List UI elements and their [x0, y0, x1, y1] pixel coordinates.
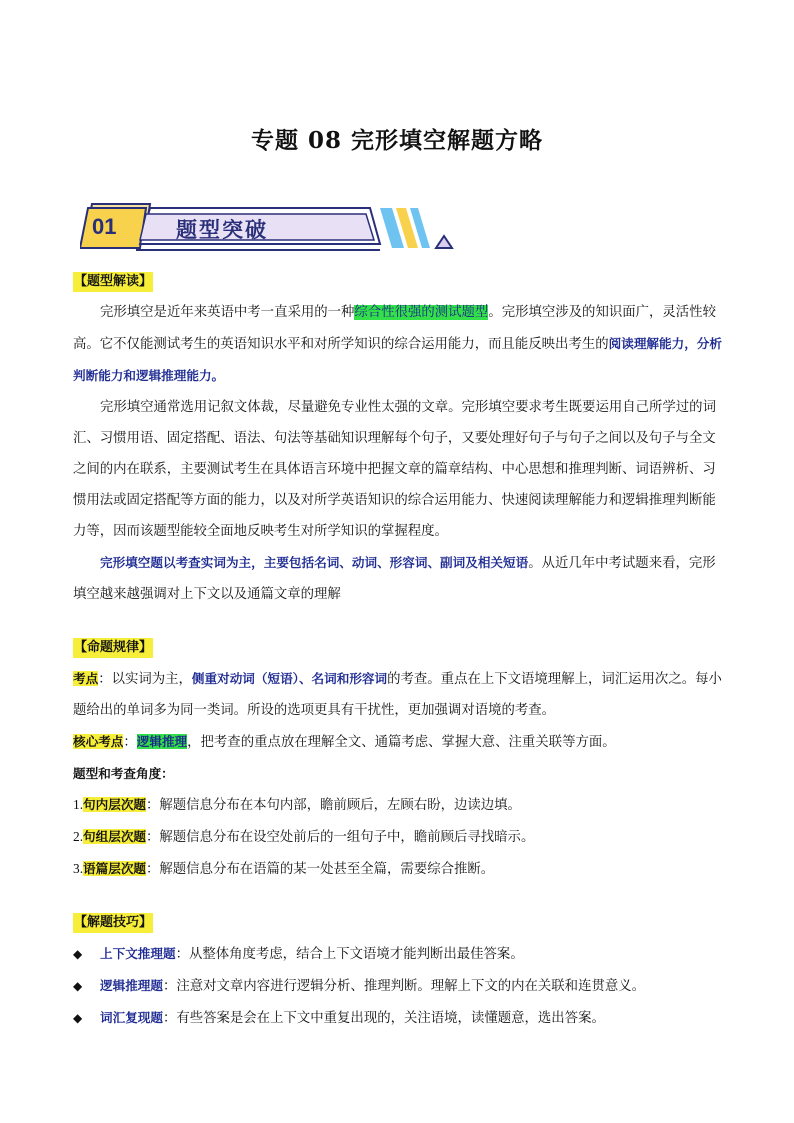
highlight: 逻辑推理	[136, 734, 188, 749]
paragraph: 完形填空是近年来英语中考一直采用的一种综合性很强的测试题型。完形填空涉及的知识面广，灵活性较高。它不仅能测试考生的英语知识水平和对所学知识的综合运用能力，而且能反映出考生的阅读理解能力，分析判断能力和逻辑推理能力。	[73, 305, 722, 383]
document-body	[73, 266, 725, 1034]
paragraph: 完形填空题以考查实词为主，主要包括名词、动词、形容词、副词及相关短语。从近几年中考试题来看，完形填空越来越强调对上下文以及通篇文章的理解	[73, 555, 716, 602]
label-core: 核心考点	[73, 734, 124, 749]
list-item: 2.句组层次题：解题信息分布在设空处前后的一组句子中，瞻前顾后寻找暗示。	[73, 829, 535, 845]
list-item: 3.语篇层次题：解题信息分布在语篇的某一处甚至全篇，需要综合推断。	[73, 861, 495, 877]
section-heading-rules	[73, 632, 725, 663]
banner-label: 题型突破	[176, 218, 268, 242]
item-label: 上下文推理题	[100, 946, 176, 961]
emphasis: 侧重对动词（短语）、名词和形容词	[191, 671, 388, 686]
list-item: ◆ 逻辑推理题：注意对文章内容进行逻辑分析、推理判断。理解上下文的内在关联和连贯意义。	[73, 970, 725, 1002]
section-heading-interpretation	[73, 266, 725, 297]
item-label: 句组层次题	[83, 829, 147, 844]
section-heading-techniques	[73, 907, 725, 938]
label-kaodian: 考点	[73, 671, 99, 686]
item-label: 词汇复现题	[100, 1010, 163, 1025]
list-item: ◆ 上下文推理题：从整体角度考虑，结合上下文语境才能判断出最佳答案。	[73, 938, 725, 970]
tag-label: 【题型解读】	[73, 272, 153, 292]
item-label: 语篇层次题	[83, 861, 147, 876]
emphasis: 阅读理解能力，分析判断能力和逻辑推理能力。	[73, 336, 722, 383]
emphasis: 完形填空题以考查实词为主，主要包括名词、动词、形容词、副词及相关短语	[100, 555, 529, 570]
diamond-bullet-icon: ◆	[73, 979, 83, 993]
paragraph: 考点：以实词为主，侧重对动词（短语）、名词和形容词的考查。重点在上下文语境理解上，词汇运用次之。每小题给出的单词多为同一类词。所设的选项更具有干扰性，更加强调对语境的考查。	[73, 671, 722, 718]
section-banner	[80, 200, 460, 256]
page-title: 专题 08 完形填空解题方略	[250, 127, 544, 154]
banner-number: 01	[92, 214, 117, 239]
item-label: 句内层次题	[83, 797, 147, 812]
tag-label: 【命题规律】	[73, 638, 153, 658]
diamond-bullet-icon: ◆	[73, 1011, 83, 1025]
subheading: 题型和考查角度：	[73, 766, 174, 781]
list-item: ◆ 词汇复现题：有些答案是会在上下文中重复出现的，关注语境，读懂题意，选出答案。	[73, 1002, 725, 1034]
highlight: 综合性很强的测试题型	[354, 305, 489, 320]
item-label: 逻辑推理题	[100, 978, 163, 993]
paragraph: 完形填空通常选用记叙文体裁，尽量避免专业性太强的文章。完形填空要求考生既要运用自己所学过的词汇、习惯用语、固定搭配、语法、句法等基础知识理解每个句子，又要处理好句子与句子之间以及句子与全文之间的内在联系，主要测试考生在具体语言环境中把握文章的篇章结构、中心思想和推理判断、词语辨析、习惯用法或固定搭配等方面的能力，以及对所学英语知识的综合运用能力、快速阅读理解能力和逻辑推理判断能力等，因而该题型能较全面地反映考生对所学知识的掌握程度。	[73, 400, 716, 539]
list-item: 1.句内层次题：解题信息分布在本句内部，瞻前顾后，左顾右盼，边读边填。	[73, 797, 521, 813]
diamond-bullet-icon: ◆	[73, 947, 83, 961]
tag-label: 【解题技巧】	[73, 913, 153, 933]
paragraph: 核心考点：逻辑推理，把考查的重点放在理解全文、通篇考虑、掌握大意、注重关联等方面。	[73, 734, 616, 750]
